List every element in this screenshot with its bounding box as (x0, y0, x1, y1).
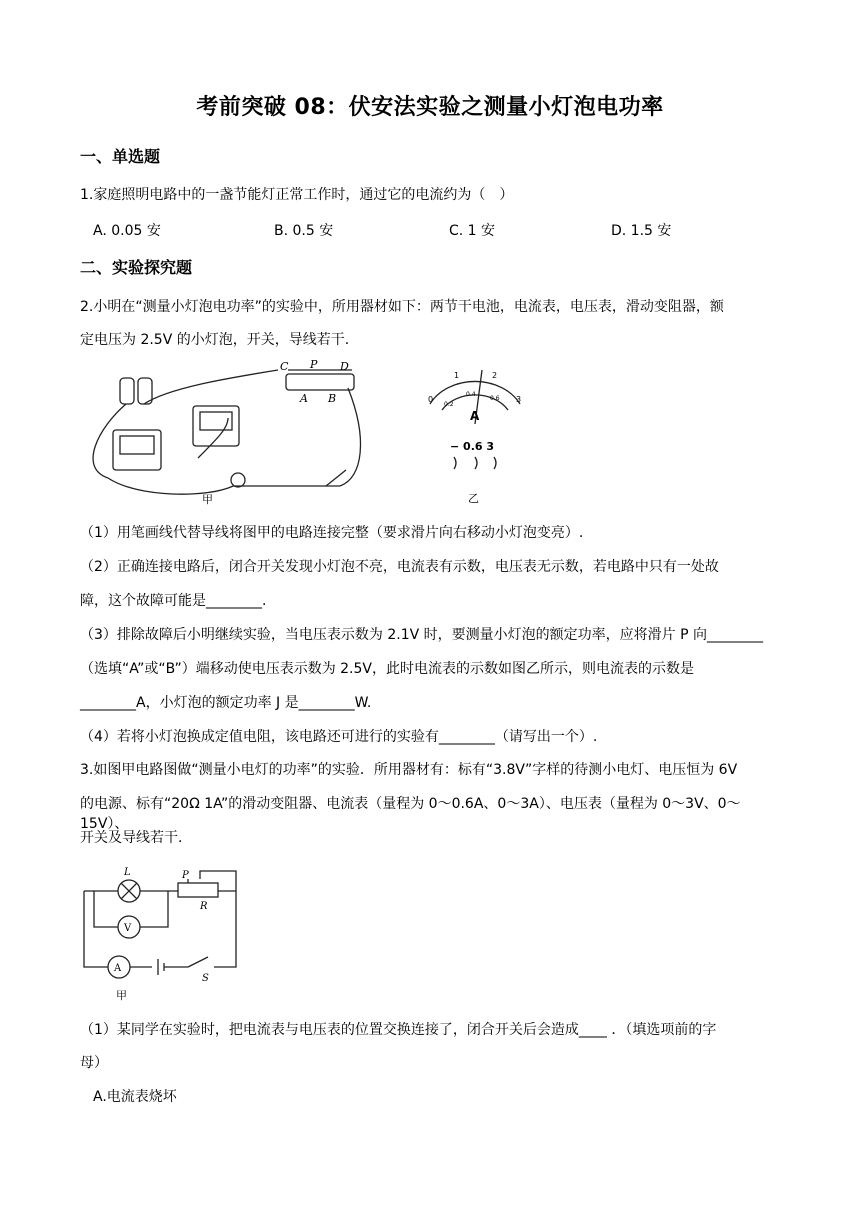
question-2-stem-line-2: 定电压为 2.5V 的小灯泡，开关，导线若干. (80, 332, 350, 348)
rheostat-label-b: B (328, 392, 337, 405)
dial-tick-1: 1 (454, 371, 460, 380)
q2-sub-3-line-2: （选填“A”或“B”）端移动使电压表示数为 2.5V，此时电流表的示数如图乙所示，则电流表的示数是 (80, 661, 694, 677)
question-3-stem-line-2: 的电源、标有“20Ω 1A”的滑动变阻器、电流表（量程为 0～0.6A、0～3A）、电压表（量程为 0～3V、0～15V）、 (80, 796, 741, 832)
dial-tick-2: 2 (492, 371, 498, 380)
diagram-label-r: R (200, 901, 208, 912)
diagram-label-p: P (182, 870, 189, 881)
q1-option-c: C. 1 安 (449, 223, 496, 239)
section-heading-single-choice: 一、单选题 (80, 147, 161, 166)
dial-letter-a: A (470, 409, 480, 423)
circuit-diagram-figure (78, 865, 248, 1005)
question-3-stem-line-3: 开关及导线若干. (80, 830, 183, 846)
q1-option-d: D. 1.5 安 (611, 223, 672, 239)
dial-tick-0-2: 0.2 (444, 401, 454, 408)
question-3-stem-line-1: 3.如图甲电路图做“测量小电灯的功率”的实验．所用器材有：标有“3.8V”字样的待测小电灯、电压恒为 6V (80, 762, 738, 778)
q2-sub-1: （1）用笔画线代替导线将图甲的电路连接完整（要求滑片向右移动小灯泡变亮）. (80, 525, 584, 541)
circuit-photo-figure-jia (78, 358, 368, 506)
q2-sub-4: （4）若将小灯泡换成定值电阻，该电路还可进行的实验有________（请写出一个）. (80, 729, 598, 745)
voltmeter-symbol-v: V (124, 923, 132, 934)
figure-label-jia: 甲 (202, 493, 213, 506)
diagram-label-l: L (124, 867, 131, 878)
question-2-stem-line-1: 2.小明在“测量小灯泡电功率”的实验中，所用器材如下：两节干电池，电流表，电压表，滑动变阻器，额 (80, 299, 724, 315)
rheostat-label-p: P (310, 358, 318, 371)
rheostat-label-c: C (280, 360, 289, 373)
page-title: 考前突破 08：伏安法实验之测量小灯泡电功率 (196, 95, 664, 120)
dial-terminals: − 0.6 3 (450, 440, 495, 453)
dial-tick-0-6: 0.6 (490, 395, 500, 402)
rheostat-label-d: D (340, 360, 349, 373)
q3-sub-1-line-2: 母） (80, 1055, 108, 1071)
ammeter-dial-figure-yi (420, 362, 530, 510)
dial-tick-3: 3 (516, 395, 522, 404)
figure-label-yi: 乙 (468, 492, 479, 505)
q2-sub-3-line-3: ________A，小灯泡的额定功率 J 是________W. (80, 695, 372, 711)
q2-sub-3-line-1: （3）排除故障后小明继续实验，当电压表示数为 2.1V 时，要测量小灯泡的额定功率，应将滑片 P 向________ (80, 627, 763, 643)
rheostat-label-a: A (300, 392, 308, 405)
dial-tick-0: 0 (428, 395, 434, 404)
question-1-stem: 1.家庭照明电路中的一盏节能灯正常工作时，通过它的电流约为（ ） (80, 187, 514, 203)
q3-option-a: A.电流表烧坏 (93, 1089, 177, 1105)
q1-option-a: A. 0.05 安 (93, 223, 161, 239)
dial-tick-0-4: 0.4 (466, 391, 476, 398)
ammeter-symbol-a: A (114, 963, 122, 974)
section-heading-experiment: 二、实验探究题 (80, 258, 193, 277)
diagram-figure-label-jia: 甲 (116, 989, 127, 1002)
q3-sub-1-line-1: （1）某同学在实验时，把电流表与电压表的位置交换连接了，闭合开关后会造成____ ．（填选项前的字 (80, 1022, 717, 1038)
q2-sub-2-line-2: 障，这个故障可能是________. (80, 593, 267, 609)
q2-sub-2-line-1: （2）正确连接电路后，闭合开关发现小灯泡不亮，电流表有示数，电压表无示数，若电路中只有一处故 (80, 559, 719, 575)
diagram-label-s: S (202, 973, 209, 984)
q1-option-b: B. 0.5 安 (274, 223, 334, 239)
